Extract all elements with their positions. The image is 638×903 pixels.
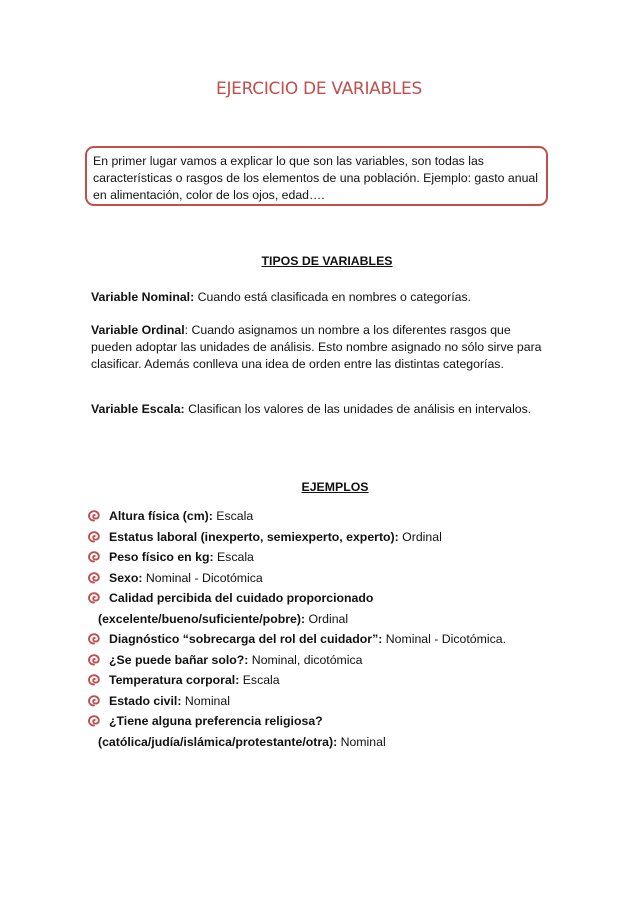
intro-box: En primer lugar vamos a explicar lo que son las variables, son todas las características o rasgos de los elementos de una población. Ejemplo: gasto anual en alimentación, color de los ojos, edad…. <box>85 146 548 206</box>
example-label: ¿Tiene alguna preferencia religiosa? <box>109 714 323 728</box>
examples-list <box>88 506 558 752</box>
example-value: Nominal - Dicotómica. <box>382 632 507 646</box>
list-item <box>88 691 558 712</box>
types-heading: TIPOS DE VARIABLES <box>261 254 393 268</box>
example-label: Temperatura corporal: <box>109 673 240 687</box>
list-item <box>88 650 558 671</box>
example-value: Nominal, dicotómica <box>248 652 363 667</box>
swirl-bullet-icon <box>88 551 100 563</box>
type-escala <box>91 401 551 418</box>
example-label: Calidad percibida del cuidado proporcionado <box>109 591 374 605</box>
list-item <box>88 547 558 568</box>
list-item <box>88 588 558 629</box>
swirl-bullet-icon <box>88 572 100 584</box>
example-value: Nominal - Dicotómica <box>142 570 263 585</box>
swirl-bullet-icon <box>88 715 100 727</box>
type-label: Variable Ordinal <box>91 323 185 337</box>
list-item <box>88 568 558 589</box>
example-label: Diagnóstico “sobrecarga del rol del cuidador”: <box>109 632 383 646</box>
example-label: Sexo: <box>109 570 143 585</box>
examples-heading-text: EJEMPLOS <box>301 480 369 494</box>
page-title: EJERCICIO DE VARIABLES <box>216 79 422 99</box>
list-item <box>88 670 558 691</box>
example-value: Escala <box>213 550 254 564</box>
swirl-bullet-icon <box>88 592 100 604</box>
example-value: Nominal <box>181 693 230 708</box>
swirl-bullet-icon <box>88 510 100 522</box>
swirl-bullet-icon <box>88 695 100 707</box>
type-label: Variable Escala: <box>91 402 185 416</box>
swirl-bullet-icon <box>88 633 100 645</box>
swirl-bullet-icon <box>88 654 100 666</box>
example-value: Escala <box>212 509 254 523</box>
example-label: Peso físico en kg: <box>109 550 214 564</box>
example-cont-label: (católica/judía/islámica/protestante/otra): <box>98 734 338 749</box>
example-value: Escala <box>239 673 280 687</box>
type-text: Clasifican los valores de las unidades de análisis en intervalos. <box>184 402 532 416</box>
example-label: ¿Se puede bañar solo?: <box>109 652 249 667</box>
example-cont-label: (excelente/bueno/suficiente/pobre): <box>98 611 306 626</box>
list-item <box>88 629 558 650</box>
list-item <box>88 527 558 548</box>
type-text: Cuando está clasificada en nombres o categorías. <box>194 290 472 304</box>
example-value: Ordinal <box>398 529 442 544</box>
example-label: Altura física (cm): <box>109 509 213 523</box>
example-label: Estado civil: <box>109 693 182 708</box>
type-label: Variable Nominal: <box>91 290 195 304</box>
example-continuation <box>98 732 558 753</box>
example-label: Estatus laboral (inexperto, semiexperto, experto): <box>109 529 399 544</box>
example-cont-value: Nominal <box>337 734 386 749</box>
type-nominal <box>91 289 551 306</box>
example-cont-value: Ordinal <box>305 611 349 626</box>
list-item <box>88 711 558 752</box>
type-ordinal <box>91 322 551 373</box>
swirl-bullet-icon <box>88 674 100 686</box>
list-item <box>88 506 558 527</box>
type-text: : Cuando asignamos un nombre a los diferentes rasgos que pueden adoptar las unidades de análisis. Esto nombre asignado no sólo sirve para clasificar. Además conlleva una idea de orden entre las distintas categorías. <box>91 323 542 371</box>
example-continuation <box>98 609 558 630</box>
swirl-bullet-icon <box>88 531 100 543</box>
examples-heading <box>0 480 638 494</box>
